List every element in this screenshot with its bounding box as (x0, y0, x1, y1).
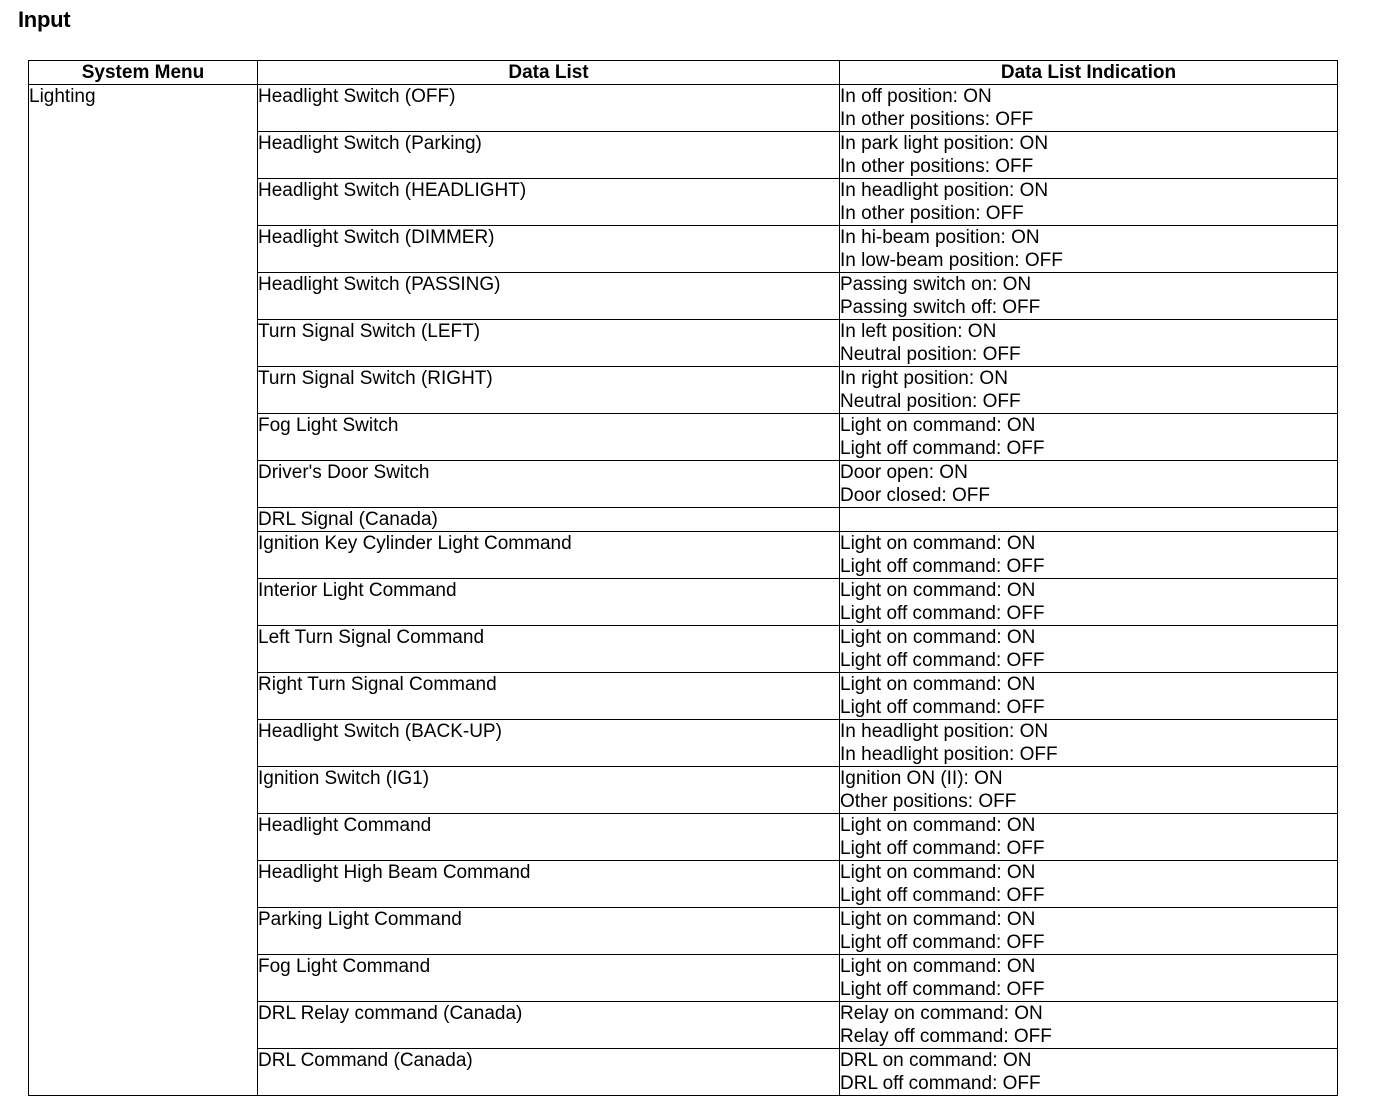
column-header-data-list: Data List (258, 61, 840, 85)
data-list-item: Driver's Door Switch (258, 461, 840, 508)
indication-line: In off position: ON (840, 86, 992, 107)
indication-line: DRL off command: OFF (840, 1073, 1041, 1094)
data-list-item: Right Turn Signal Command (258, 673, 840, 720)
data-list-item: DRL Relay command (Canada) (258, 1002, 840, 1049)
indication-line: Light on command: ON (840, 815, 1036, 836)
data-list-indication (840, 1049, 1338, 1096)
data-list-item: Headlight Switch (DIMMER) (258, 226, 840, 273)
indication-line: Light on command: ON (840, 533, 1036, 554)
indication-line: Light off command: OFF (840, 885, 1045, 906)
data-list-item: Interior Light Command (258, 579, 840, 626)
indication-line: In hi-beam position: ON (840, 227, 1040, 248)
data-list-item: Headlight Switch (PASSING) (258, 273, 840, 320)
data-list-indication (840, 226, 1338, 273)
data-list-indication (840, 461, 1338, 508)
column-header-system-menu: System Menu (29, 61, 258, 85)
data-list-item: Headlight Switch (OFF) (258, 85, 840, 132)
indication-line: In headlight position: OFF (840, 744, 1058, 765)
data-list-indication (840, 508, 1338, 532)
table-row (29, 85, 1338, 132)
data-list-item: Fog Light Command (258, 955, 840, 1002)
indication-line: In other positions: OFF (840, 156, 1034, 177)
indication-line: Relay off command: OFF (840, 1026, 1052, 1047)
indication-line: Light on command: ON (840, 956, 1036, 977)
data-list-item: Headlight Switch (HEADLIGHT) (258, 179, 840, 226)
data-list-item: Parking Light Command (258, 908, 840, 955)
data-list-indication (840, 1002, 1338, 1049)
indication-line: In other positions: OFF (840, 109, 1034, 130)
system-menu-cell: Lighting (29, 85, 258, 1096)
indication-line: Light off command: OFF (840, 979, 1045, 1000)
indication-line: In park light position: ON (840, 133, 1049, 154)
data-list-indication (840, 367, 1338, 414)
indication-line: Light on command: ON (840, 627, 1036, 648)
data-list-table (28, 60, 1338, 1096)
data-list-indication (840, 767, 1338, 814)
data-list-indication (840, 320, 1338, 367)
data-list-item: Ignition Switch (IG1) (258, 767, 840, 814)
indication-line: Light off command: OFF (840, 650, 1045, 671)
data-list-indication (840, 579, 1338, 626)
indication-line: Light on command: ON (840, 862, 1036, 883)
indication-line: Ignition ON (II): ON (840, 768, 1003, 789)
indication-line: Other positions: OFF (840, 791, 1017, 812)
data-list-indication (840, 626, 1338, 673)
data-list-item: DRL Signal (Canada) (258, 508, 840, 532)
data-list-item: Turn Signal Switch (LEFT) (258, 320, 840, 367)
indication-line: In right position: ON (840, 368, 1008, 389)
data-list-indication (840, 814, 1338, 861)
indication-line: Passing switch on: ON (840, 274, 1032, 295)
column-header-data-list-indication: Data List Indication (840, 61, 1338, 85)
table-body (29, 85, 1338, 1096)
data-list-item: DRL Command (Canada) (258, 1049, 840, 1096)
data-list-indication (840, 861, 1338, 908)
indication-line: Neutral position: OFF (840, 344, 1021, 365)
data-list-item: Headlight High Beam Command (258, 861, 840, 908)
data-list-indication (840, 908, 1338, 955)
indication-line: In headlight position: ON (840, 180, 1049, 201)
data-list-indication (840, 955, 1338, 1002)
data-list-item: Fog Light Switch (258, 414, 840, 461)
indication-line: Light off command: OFF (840, 603, 1045, 624)
indication-line: Light on command: ON (840, 580, 1036, 601)
indication-line: Relay on command: ON (840, 1003, 1043, 1024)
data-list-indication (840, 720, 1338, 767)
indication-line: In other position: OFF (840, 203, 1024, 224)
page-title: Input (18, 7, 71, 32)
indication-line: Passing switch off: OFF (840, 297, 1041, 318)
data-list-indication (840, 179, 1338, 226)
table-header-row (29, 61, 1338, 85)
indication-line: Light on command: ON (840, 674, 1036, 695)
indication-line: Light off command: OFF (840, 838, 1045, 859)
data-list-item: Ignition Key Cylinder Light Command (258, 532, 840, 579)
indication-line: Light off command: OFF (840, 697, 1045, 718)
indication-line: Light off command: OFF (840, 438, 1045, 459)
indication-line: Door closed: OFF (840, 485, 990, 506)
indication-line: Door open: ON (840, 462, 968, 483)
indication-line: Neutral position: OFF (840, 391, 1021, 412)
data-list-indication (840, 85, 1338, 132)
indication-line: Light off command: OFF (840, 556, 1045, 577)
data-list-indication (840, 273, 1338, 320)
data-list-indication (840, 132, 1338, 179)
data-list-indication (840, 673, 1338, 720)
data-list-item: Turn Signal Switch (RIGHT) (258, 367, 840, 414)
indication-line: Light on command: ON (840, 909, 1036, 930)
indication-line: Light off command: OFF (840, 932, 1045, 953)
data-list-item: Headlight Switch (BACK-UP) (258, 720, 840, 767)
data-list-indication (840, 414, 1338, 461)
indication-line: In headlight position: ON (840, 721, 1049, 742)
data-list-item: Left Turn Signal Command (258, 626, 840, 673)
data-list-item: Headlight Switch (Parking) (258, 132, 840, 179)
data-list-item: Headlight Command (258, 814, 840, 861)
data-list-indication (840, 532, 1338, 579)
indication-line: In left position: ON (840, 321, 997, 342)
indication-line: In low-beam position: OFF (840, 250, 1063, 271)
indication-line: DRL on command: ON (840, 1050, 1032, 1071)
indication-line: Light on command: ON (840, 415, 1036, 436)
